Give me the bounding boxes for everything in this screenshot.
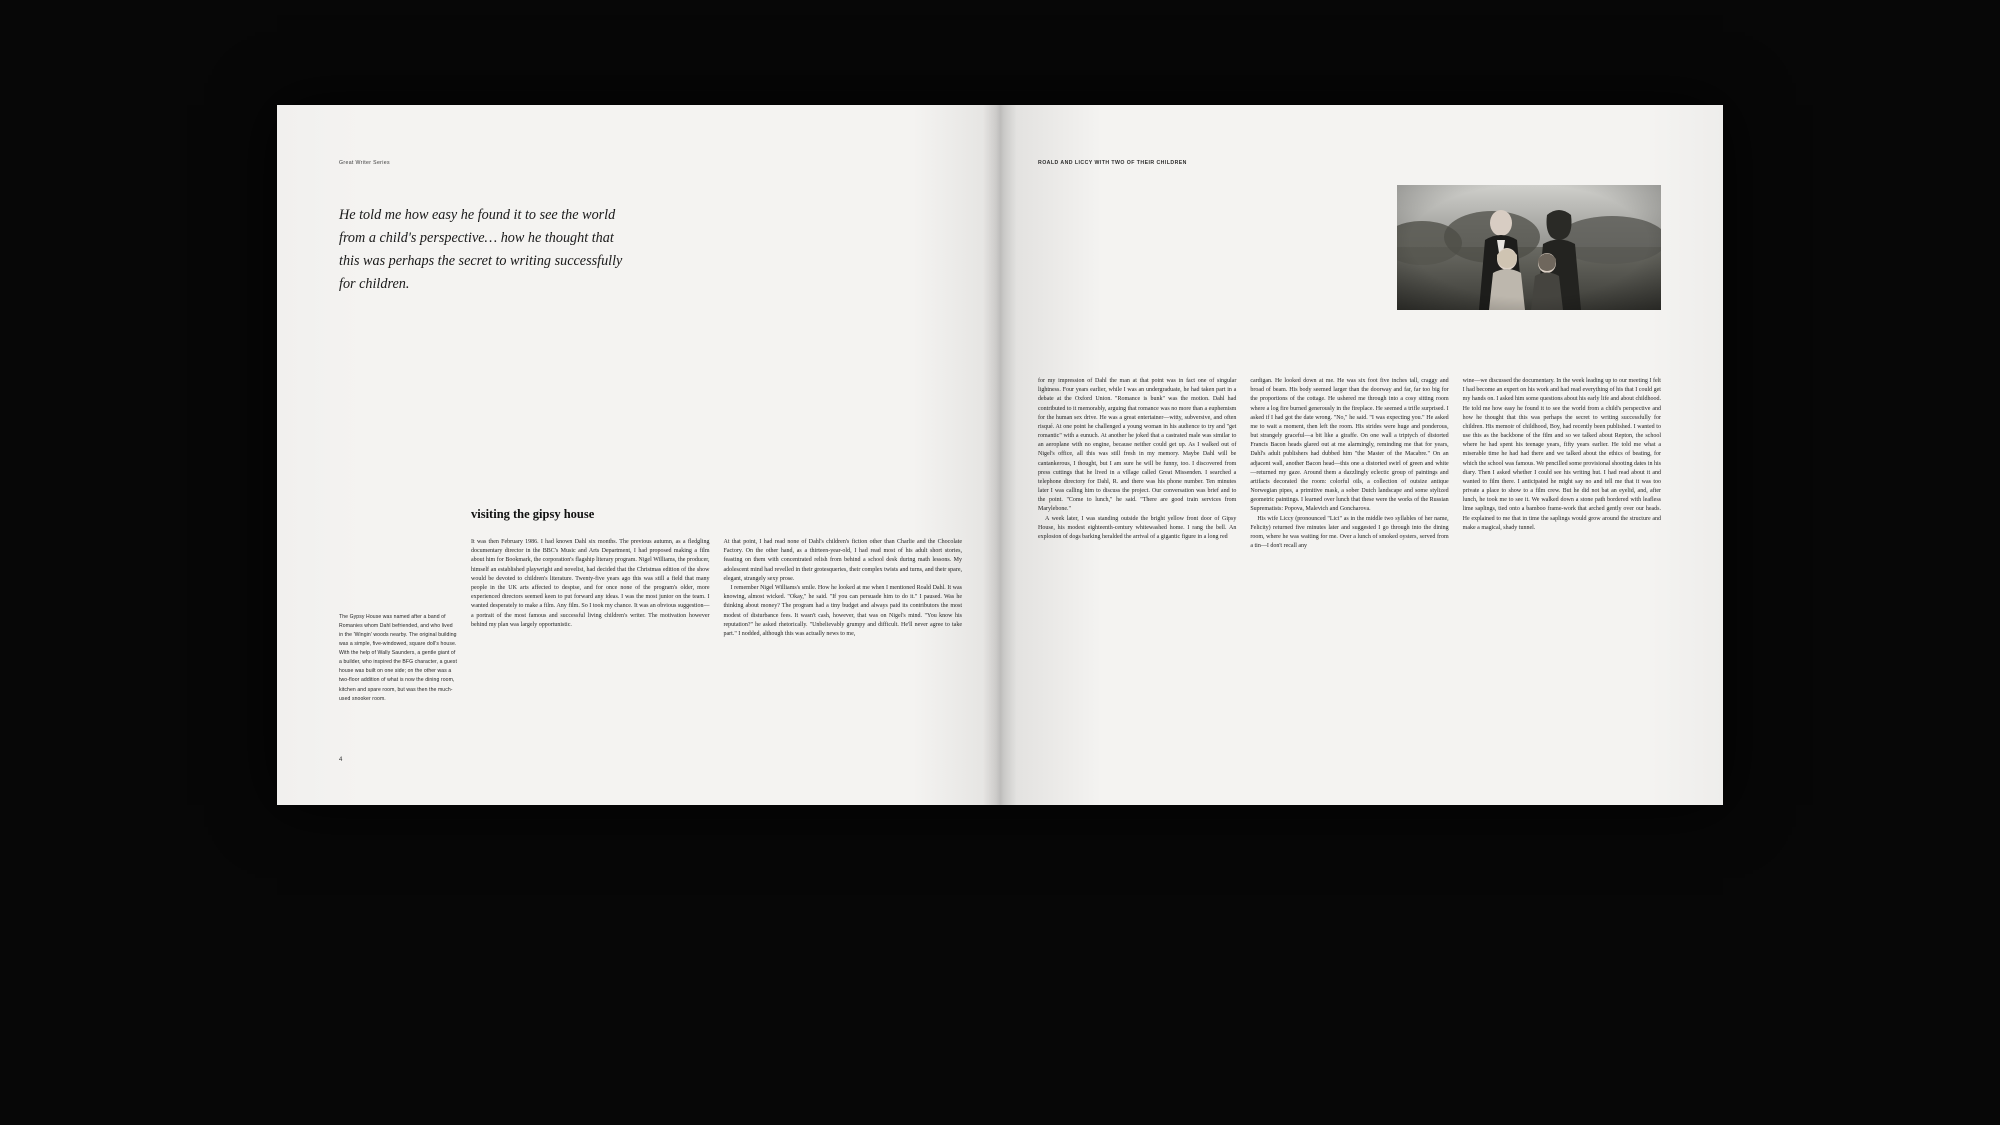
right-page	[1000, 105, 1723, 805]
left-page-body	[339, 505, 962, 765]
paragraph: cardigan. He looked down at me. He was six foot five inches tall, craggy and broad of beam. His body seemed larger than the doorway and far, far too big for the proportions of the cottage. He ushered me through into a cosy sitting room where a log fire burned generously in the fireplace. He seemed a trifle surprised. I asked if I had got the date wrong. "No," he said. "I was expecting you." He asked me to wait a moment, then left the room. His strides were huge and ponderous, but strangely graceful—a bit like a giraffe. On one wall a triptych of distorted Francis Bacon heads glared out at me alarmingly, reminding me that for years, Dahl's adult publishers had dubbed him "the Master of the Macabre." On an adjacent wall, another Bacon head—this one a distorted swirl of green and white—returned my gaze. Around them a dazzlingly eclectic group of paintings and artifacts decorated the room: colorful oils, a collection of outsize antique Norwegian pipes, a primitive mask, a sober Dutch landscape and some stylized geometric paintings. I learned over lunch that these were the works of the Russian Suprematists: Popova, Malevich and Goncharova.	[1250, 378, 1449, 513]
paragraph: wine—we discussed the documentary. In the week leading up to our meeting I felt I had become an expert on his work and had read everything of his that I could get my hands on. I asked him some questions about his early life and about childhood. He told me how easy he found it to see the world from a child's perspective and how he thought that this was perhaps the secret to writing successfully for children. His memoir of childhood, Boy, had recently been published. I wanted to use this as the backbone of the film and so we talked about Repton, the school where he had spent his teenage years, fifty years earlier. He told me what a miserable time he had had there and we talked about the ethics of beating, for which the school was famous. We pencilled some provisional shooting dates in his diary. Then I asked whether I could see his writing hut. I had read about it and wanted to film there. I anticipated he might say no and tell me that it was too private a place to show to a film crew. But he did not bat an eyelid, and, after lunch, he took me to see it. We walked down a stone path bordered with leafless lime saplings, tied onto a bamboo frame-work that arched gently over our heads. He explained to me that in time the saplings would grow around the structure and make a magical, shady tunnel.	[1462, 378, 1661, 531]
left-column-1	[471, 505, 710, 765]
magazine-spread	[277, 105, 1723, 805]
running-head-left: Great Writer Series	[339, 160, 390, 166]
paragraph: for my impression of Dahl the man at that point was in fact one of singular lightness. Four years earlier, while I was an undergraduate, he had taken part in a debate at the Oxford Union. "Romance is bunk" was the motion. Dahl had contributed to it memorably, arguing that romance was no more than a euphemism for the human sex drive. He was a great entertainer—witty, subversive, and often risqué. At one point he challenged a young woman in his audience to try and "get romantic" with a eunuch. At another he joked that a castrated male was similar to an aeroplane with no engine, because neither could get up. As I walked out of Nigel's office, all this was still fresh in my memory. Maybe Dahl will be cantankerous, I thought, but I am sure he will be funny, too. I discovered from press cuttings that he lived in a village called Great Missenden. I searched a telephone directory for Dahl, R. and there was his phone number. Ten minutes later I was calling him to discuss the project. Our conversation was brief and to the point. "Come to lunch," he said. "There are good train services from Marylebone."	[1038, 378, 1237, 513]
right-column-2	[1250, 377, 1448, 765]
right-column-1	[1038, 377, 1236, 765]
side-note-column	[339, 505, 457, 765]
left-page	[277, 105, 1000, 805]
family-photograph	[1397, 185, 1661, 310]
right-page-body	[1038, 377, 1661, 765]
paragraph: It was then February 1986. I had known Dahl six months. The previous autumn, as a fledgling documentary director in the BBC's Music and Arts Department, I had proposed making a film about him for Bookmark, the corporation's flagship literary program. Nigel Williams, the producer, himself an established playwright and novelist, had decided that the Christmas edition of the show would be devoted to children's literature. Twenty-five years ago this was still a field that many people in the UK arts affected to despise, and for once none of the program's older, more experienced directors seemed keen to put forward any ideas. I was the most junior on the team. I wanted desperately to make a film. Any film. So I took my chance. It was an obvious suggestion—a portrait of the most famous and successful living children's writer. The motivation however behind my plan was largely opportunistic.	[471, 539, 710, 628]
paragraph: A week later, I was standing outside the bright yellow front door of Gipsy House, his modest eighteenth-century whitewashed home. I rang the bell. An explosion of dogs barking heralded the arrival of a gigantic figure in a long red	[1038, 515, 1237, 540]
section-title: visiting the gipsy house	[471, 507, 595, 521]
photo-graphic	[1397, 185, 1661, 310]
right-column-3	[1463, 377, 1661, 765]
paragraph: His wife Liccy (pronounced "Lici" as in the middle two syllables of her name, Felicity) returned five minutes later and suggested I go through into the dining room, where he was waiting for me. Over a lunch of smoked oysters, served from a tin—I don't recall any	[1250, 515, 1449, 550]
pull-quote: He told me how easy he found it to see the world from a child's perspective… how he thought that this was perhaps the secret to writing successfully for children.	[339, 207, 623, 292]
paragraph: I remember Nigel Williams's smile. How he looked at me when I mentioned Roald Dahl. It was knowing, almost wicked. "Okay," he said. "If you can persuade him to do it." I paused. Was he thinking about money? The program had a tiny budget and always paid its contributors the most modest of disturbance fees. It wasn't cash, however, that was on Nigel's mind. "You know his reputation?" he asked rhetorically. "Unbelievably grumpy and difficult. He'll never agree to take part." I nodded, although this was actually news to me,	[723, 584, 962, 637]
left-column-2	[724, 505, 963, 765]
page-number: 4	[339, 757, 343, 763]
side-note: The Gypsy House was named after a band of Romanies whom Dahl befriended, and who lived in the 'Wingin' woods nearby. The original building was a simple, five-windowed, square doll's house. With the help of Wally Saunders, a gentle giant of a builder, who inspired the BFG character, a guest house was built on one side; on the other was a two-floor addition of what is now the dining room, kitchen and spare room, but was then the much-used snooker room.	[339, 614, 457, 702]
paragraph: At that point, I had read none of Dahl's children's fiction other than Charlie and the Chocolate Factory. On the other hand, as a thirteen-year-old, I had read most of his adult short stories, feasting on them with concentrated relish from behind a school desk during math lessons. My adolescent mind had revelled in their grotesqueries, their complex twists and turns, and their spare, elegant, strangely sexy prose.	[723, 539, 962, 582]
running-head-right: ROALD AND LICCY WITH TWO OF THEIR CHILDREN	[1038, 160, 1187, 166]
